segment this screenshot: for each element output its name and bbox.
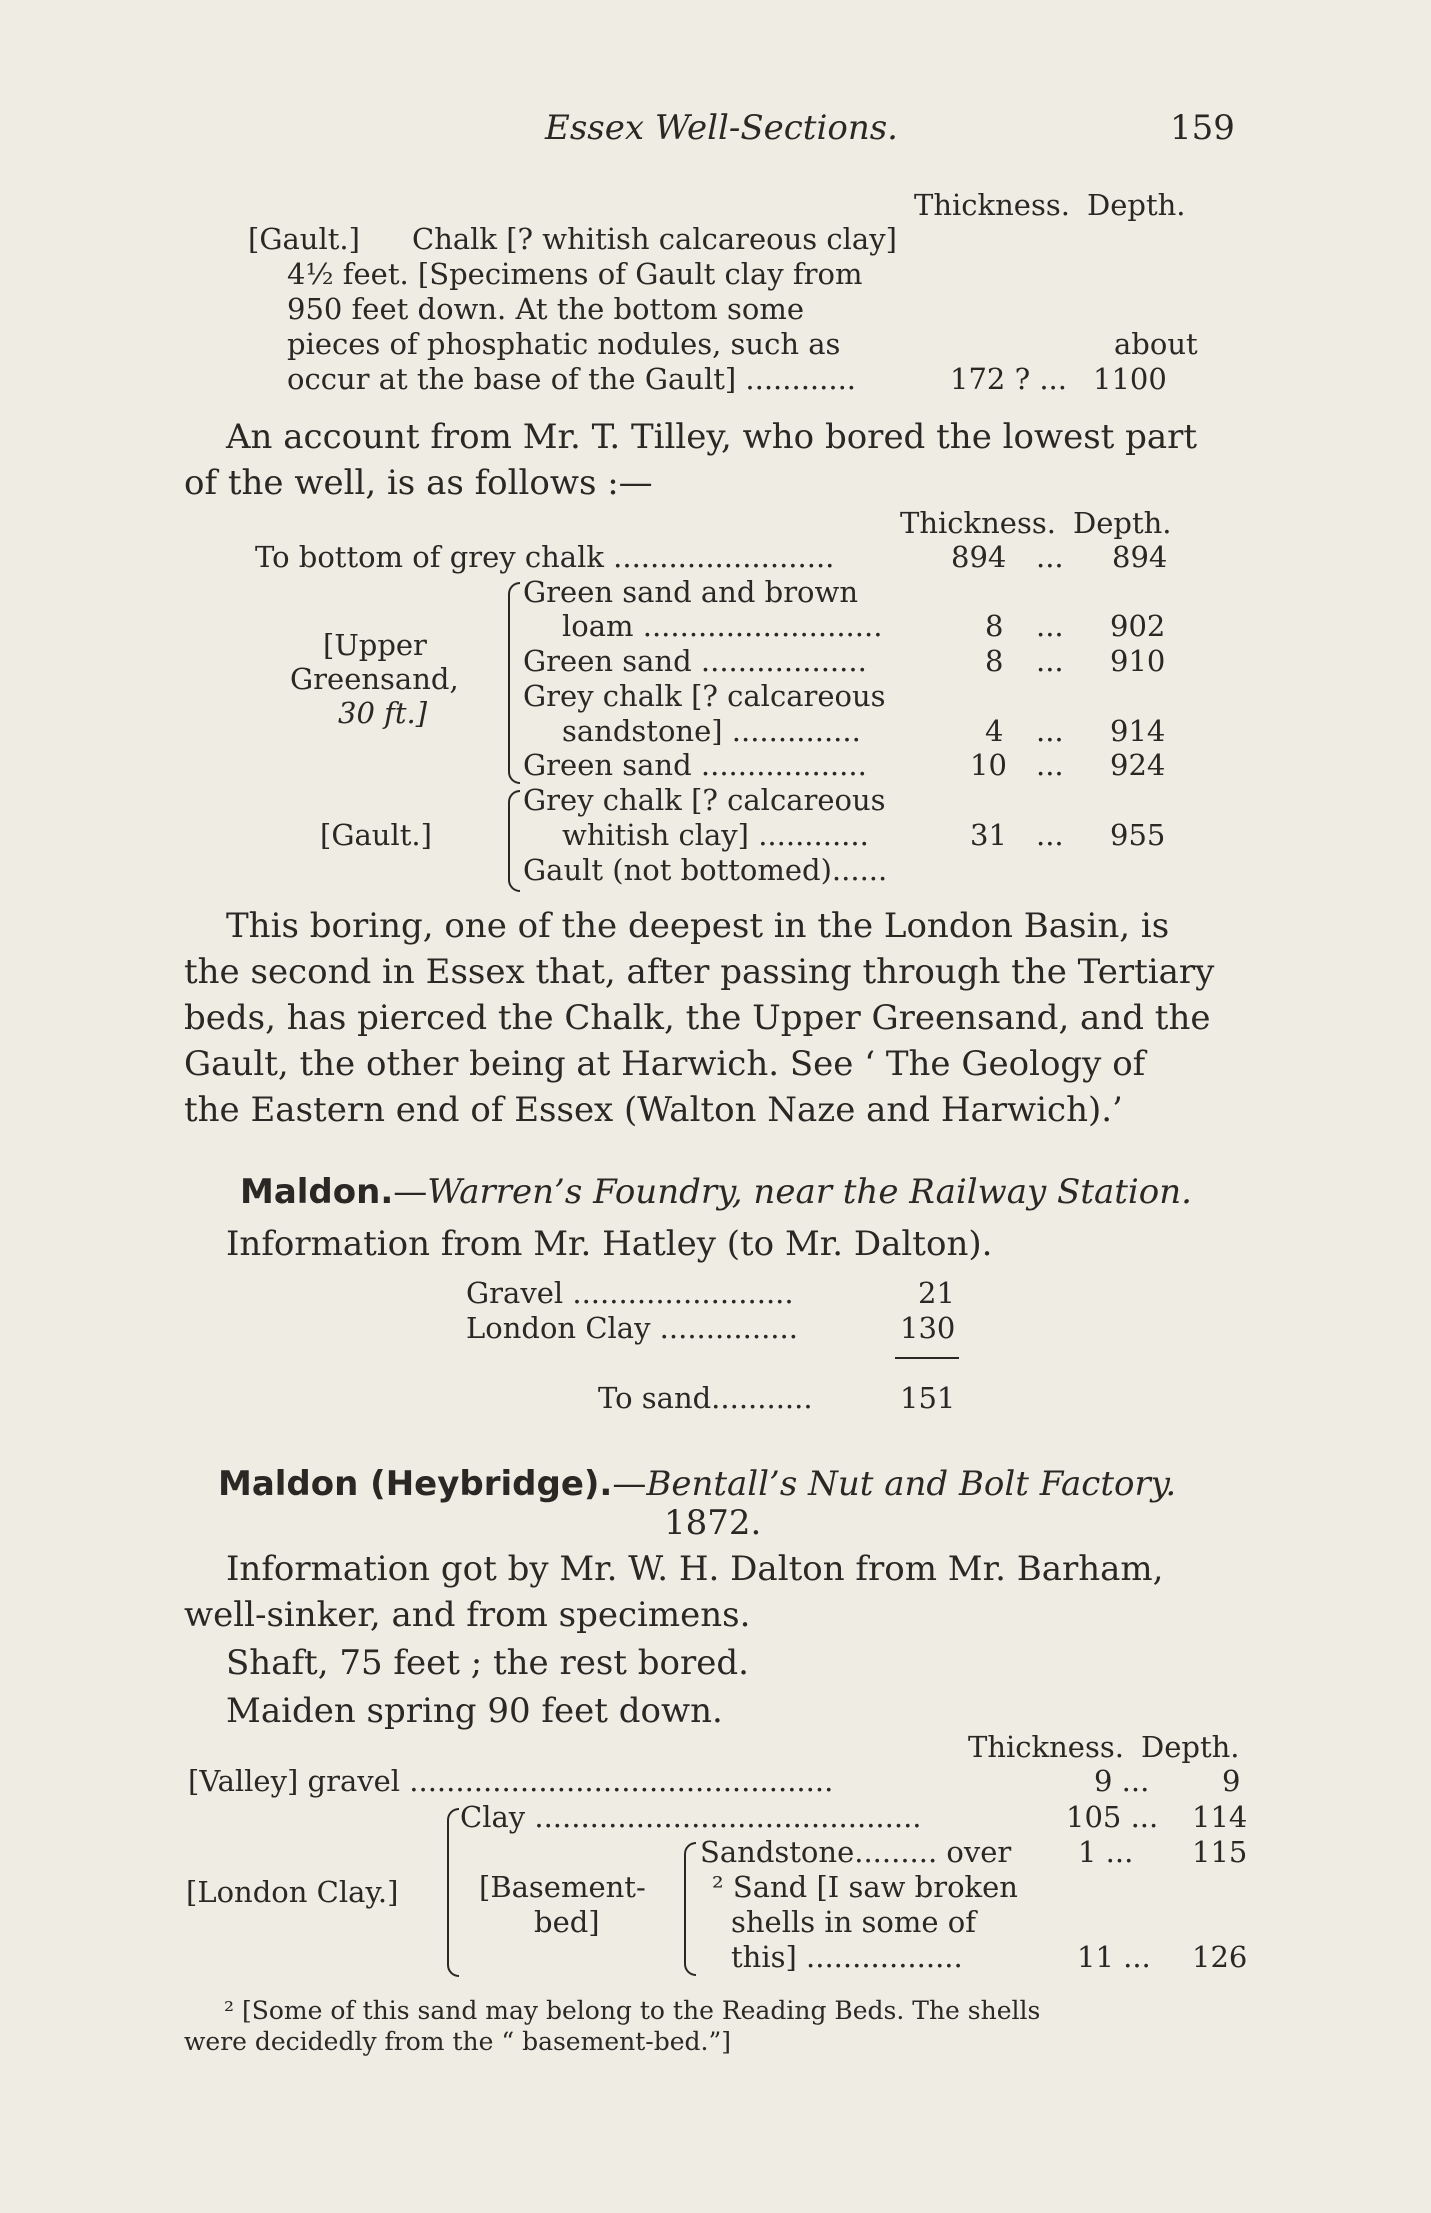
group-label: [Gault.] xyxy=(320,818,432,852)
thickness-value: 11 ... xyxy=(1077,1940,1151,1974)
group-label: [Upper xyxy=(323,628,427,662)
thickness-column-head: Thickness. xyxy=(914,188,1070,222)
stratum-description: Gault (not bottomed)...... xyxy=(523,853,888,887)
stratum-description: Green sand .................. xyxy=(523,748,867,782)
separator: ... xyxy=(1036,748,1064,782)
separator: ... xyxy=(1036,609,1064,643)
heading-subtitle: Bentall’s Nut and Bolt Factory. xyxy=(646,1464,1177,1504)
brace xyxy=(508,790,520,892)
separator: ... xyxy=(1036,540,1064,574)
stratum-description: 4½ feet. [Specimens of Gault clay from xyxy=(287,257,863,291)
stratum-description: Sandstone......... over xyxy=(700,1835,1012,1869)
thickness-value: 31 xyxy=(970,818,1007,852)
stratum-description: sandstone] .............. xyxy=(562,714,861,748)
thickness-column-head: Thickness. xyxy=(900,506,1056,540)
depth-value: 114 xyxy=(1192,1800,1248,1834)
stratum-description: Green sand .................. xyxy=(523,644,867,678)
stratum-description: London Clay ............... xyxy=(466,1311,798,1345)
separator: ... xyxy=(1036,818,1064,852)
stratum-description: Grey chalk [? calcareous xyxy=(523,679,886,713)
stratum-description: Chalk [? whitish calcareous clay] xyxy=(412,222,897,256)
information-line: well-sinker, and from specimens. xyxy=(184,1595,751,1635)
depth-value: 902 xyxy=(1110,609,1166,643)
depth-value: 910 xyxy=(1110,644,1166,678)
thickness-value: 8 xyxy=(985,609,1004,643)
stratum-description: pieces of phosphatic nodules, such as xyxy=(287,327,841,361)
total-value: 151 xyxy=(900,1381,956,1415)
page-number: 159 xyxy=(1170,108,1235,148)
paragraph-line: beds, has pierced the Chalk, the Upper Greensand, and the xyxy=(184,998,1211,1038)
stratum-description: occur at the base of the Gault] ............ xyxy=(287,362,857,396)
running-head: Essex Well-Sections. xyxy=(545,108,898,148)
stratum-description: Gravel ........................ xyxy=(466,1276,794,1310)
depth-value: 914 xyxy=(1110,714,1166,748)
thickness-value: 9 ... xyxy=(1094,1764,1150,1798)
heading-place: Maldon (Heybridge). xyxy=(218,1464,613,1504)
group-label: [Basement- xyxy=(479,1870,646,1904)
footnote-line: were decidedly from the “ basement-bed.”] xyxy=(184,2027,731,2056)
stratum-description: this] ................. xyxy=(731,1940,963,1974)
stratum-description: loam .......................... xyxy=(562,609,883,643)
information-line: Information from Mr. Hatley (to Mr. Dalton). xyxy=(226,1224,993,1264)
brace xyxy=(447,1808,459,1977)
stratum-description: Green sand and brown xyxy=(523,575,859,609)
depth-value: 894 xyxy=(1112,540,1168,574)
depth-value: 115 xyxy=(1192,1835,1248,1869)
heading-subtitle: Warren’s Foundry, near the Railway Station. xyxy=(427,1172,1192,1212)
heading-place: Maldon. xyxy=(240,1172,394,1212)
thickness-value: 130 xyxy=(900,1311,956,1345)
separator: ... xyxy=(1036,714,1064,748)
stratum-description: shells in some of xyxy=(731,1905,976,1939)
stratum-description: whitish clay] ............ xyxy=(562,818,869,852)
thickness-value: 1 ... xyxy=(1078,1835,1134,1869)
section-heading xyxy=(240,1169,1192,1215)
paragraph-line: of the well, is as follows :— xyxy=(184,463,653,503)
depth-column-head: Depth. xyxy=(1087,188,1186,222)
stratum-description: 950 feet down. At the bottom some xyxy=(287,292,804,326)
group-label: bed] xyxy=(534,1905,600,1939)
group-label: [London Clay.] xyxy=(186,1875,399,1909)
stratum-label-gault: [Gault.] xyxy=(248,222,360,256)
stratum-description: Grey chalk [? calcareous xyxy=(523,783,886,817)
separator: ... xyxy=(1036,644,1064,678)
thickness-value: 21 xyxy=(918,1276,955,1310)
thickness-value: 172 ? ... xyxy=(950,362,1067,396)
depth-column-head: Depth. xyxy=(1073,506,1172,540)
information-line: Information got by Mr. W. H. Dalton from Mr. Barham, xyxy=(226,1549,1164,1589)
depth-value: 1100 xyxy=(1093,362,1167,396)
stratum-description: [Valley] gravel .............................................. xyxy=(188,1764,834,1798)
sum-rule xyxy=(895,1357,959,1359)
about-note: about xyxy=(1114,327,1198,361)
section-year: 1872. xyxy=(664,1503,762,1543)
shaft-line: Shaft, 75 feet ; the rest bored. xyxy=(226,1643,749,1683)
footnote-line: ² [Some of this sand may belong to the Reading Beds. The shells xyxy=(224,1996,1041,2025)
paragraph-line: An account from Mr. T. Tilley, who bored the lowest part xyxy=(226,417,1198,457)
paragraph-line: the Eastern end of Essex (Walton Naze and Harwich).’ xyxy=(184,1090,1123,1130)
depth-value: 955 xyxy=(1110,818,1166,852)
group-label: 30 ft.] xyxy=(338,696,428,730)
heading-dash: — xyxy=(393,1172,428,1212)
paragraph-line: Gault, the other being at Harwich. See ‘ The Geology of xyxy=(184,1044,1146,1084)
depth-value: 9 xyxy=(1222,1764,1241,1798)
group-label: Greensand, xyxy=(290,662,459,696)
thickness-column-head: Thickness. xyxy=(968,1730,1124,1764)
spring-line: Maiden spring 90 feet down. xyxy=(226,1691,723,1731)
thickness-value: 4 xyxy=(985,714,1004,748)
brace xyxy=(684,1842,696,1976)
stratum-description: To bottom of grey chalk ........................ xyxy=(255,540,835,574)
heading-dash: — xyxy=(612,1464,647,1504)
brace xyxy=(508,582,520,784)
depth-value: 924 xyxy=(1110,748,1166,782)
thickness-value: 8 xyxy=(985,644,1004,678)
thickness-value: 10 xyxy=(970,748,1007,782)
stratum-description: To sand........... xyxy=(598,1381,813,1415)
paragraph-line: This boring, one of the deepest in the London Basin, is xyxy=(226,906,1170,946)
paragraph-line: the second in Essex that, after passing through the Tertiary xyxy=(184,952,1215,992)
stratum-description: Clay .......................................... xyxy=(460,1800,922,1834)
thickness-value: 894 xyxy=(951,540,1007,574)
thickness-value: 105 ... xyxy=(1066,1800,1159,1834)
depth-column-head: Depth. xyxy=(1141,1730,1240,1764)
depth-value: 126 xyxy=(1192,1940,1248,1974)
stratum-description: ² Sand [I saw broken xyxy=(712,1870,1018,1904)
